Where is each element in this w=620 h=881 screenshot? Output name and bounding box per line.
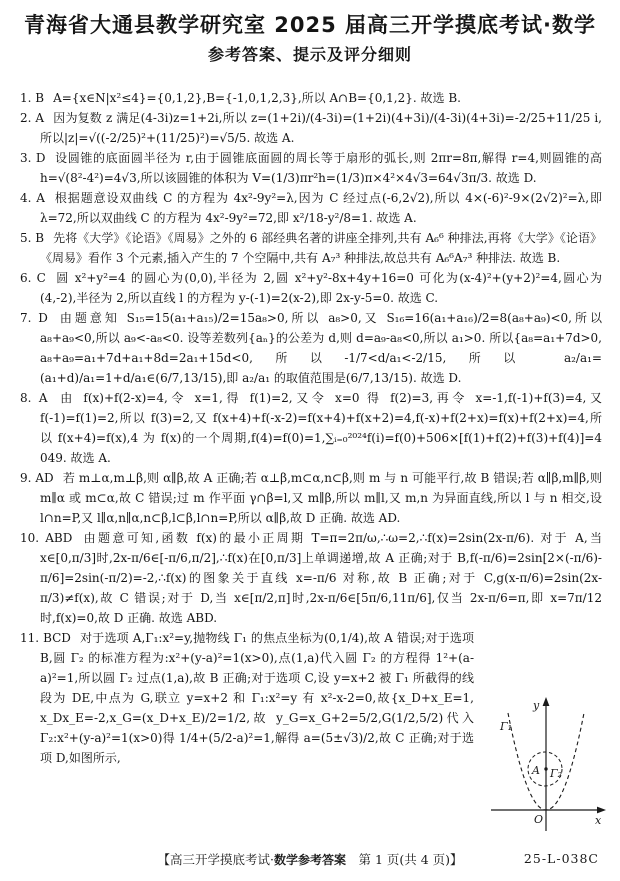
answer-text: 若 m⊥α,m⊥β,则 α∥β,故 A 正确;若 α⊥β,m⊂α,n⊂β,则 m 与 n 可能平行,故 B 错误;若 α∥β,m∥β,则 m∥α 或 m⊂α,故 C 错误;过 m 作平面 γ∩β=l,又 m∥β,所以 m∥l,又 m,n 为异面直线,所以 l 与 n 相交,设 l∩n=P,又 l∥α,n∥α,n⊂β,l⊂β,l∩n=P,所以 α∥β,故 D 正确. 故选 AD. — [40, 471, 602, 525]
answer-label: 4. A — [20, 191, 45, 205]
answer-item — [20, 628, 474, 768]
answer-item — [20, 528, 602, 628]
answer-label: 11. BCD — [20, 631, 71, 645]
answer-label: 5. B — [20, 231, 45, 245]
answer-label: 2. A — [20, 111, 45, 125]
answer-item — [20, 188, 602, 228]
answer-item — [20, 388, 602, 468]
page-title: 青海省大通县教学研究室 2025 届高三开学摸底考试·数学 — [23, 13, 597, 37]
footer-text-bold: 数学参考答案 — [273, 853, 346, 867]
parabola-label: Γ₁ — [500, 720, 513, 733]
answer-item — [20, 88, 602, 108]
answer-label: 6. C — [20, 271, 46, 285]
answer-label: 7. D — [20, 311, 48, 325]
question11-figure — [489, 697, 607, 837]
y-axis-label: y — [533, 699, 540, 712]
answer-text: 由 f(x)+f(2-x)=4,令 x=1,得 f(1)=2,又令 x=0 得 f(2)=3,再令 x=-1,f(-1)+f(3)=4,又 f(-1)=f(1)=2,所以 f(3)=2,又 f(x+4)+f(-x-2)=f(x+4)+f(x+2)=4,f(-x)+f(2+x)=f(x)+f(2+x)=4,所以 f(x+4)=f(x),4 为 f(x)的一个周期,f(4)=f(0)=1,∑ᵢ₌₀²⁰²⁴f(i)=f(0)+506×[f(1)+f(2)+f(3)+f(4)]=4 049. 故选 A. — [40, 391, 602, 465]
answer-label: 10. ABD — [20, 531, 73, 545]
answer-item — [20, 468, 602, 528]
answer-text: 先将《大学》《论语》《周易》之外的 6 部经典名著的讲座全排列,共有 A₆⁶ 种排法,再将《大学》《论语》《周易》看作 3 个元素,插入产生的 7 个空隔中,共有 A₇³ 种排法,故总共有 A₆⁶A₇³ 种排法. 故选 B. — [40, 231, 602, 265]
footer-code: 25-L-038C — [523, 851, 599, 866]
answer-text: 因为复数 z 满足(4-3i)z=1+2i,所以 z=(1+2i)/(4-3i)=(1+2i)(4+3i)/(4-3i)(4+3i)=-2/25+11/25 i,所以|z|=√((-2/25)²+(11/25)²)=√5/5. 故选 A. — [40, 111, 602, 145]
circle-center-label: A — [532, 764, 540, 777]
y-axis-arrow-icon — [543, 697, 550, 706]
x-axis-arrow-icon — [597, 807, 606, 814]
footer-text-post: 第 1 页(共 4 页)】 — [345, 852, 463, 867]
origin-label: O — [534, 813, 544, 826]
answer-text: 设圆锥的底面圆半径为 r,由于圆锥底面圆的周长等于扇形的弧长,则 2πr=8π,解得 r=4,则圆锥的高 h=√(8²-4²)=4√3,所以该圆锥的体积为 V=(1/3)πr²h=(1/3)π×4²×4√3=64√3π/3. 故选 D. — [40, 151, 602, 185]
circle-center-dot — [544, 767, 547, 770]
page-header — [0, 0, 620, 64]
answer-text: 由题意可知,函数 f(x)的最小正周期 T=π=2π/ω,∴ω=2,∴f(x)=2sin(2x-π/6). 对于 A,当 x∈[0,π/3]时,2x-π/6∈[-π/6,π/2],∴f(x)在[0,π/3]上单调递增,故 A 正确;对于 B,f(-π/6)=2sin[2×(-π/6)-π/6]=2sin(-π/2)=-2,∴f(x)的图象关于直线 x=-π/6 对称,故 B 正确;对于 C,g(x-π/6)=2sin(2x-π/3)≠f(x),故 C 错误;对于 D,当 x∈[π/2,π]时,2x-π/6∈[5π/6,11π/6],仅当 2x-π/6=π,即 x=7π/12 时,f(x)=0,故 D 正确. 故选 ABD. — [40, 531, 602, 625]
page-footer — [0, 850, 620, 868]
answer-item — [20, 228, 602, 268]
x-axis-label: x — [595, 814, 602, 827]
answer-item — [20, 108, 602, 148]
answer-item — [20, 268, 602, 308]
footer-text-pre: 【高三开学摸底考试· — [157, 852, 274, 867]
answer-label: 1. B — [20, 91, 45, 105]
answer-label: 9. AD — [20, 471, 54, 485]
answer-text: 对于选项 A,Γ₁:x²=y,抛物线 Γ₁ 的焦点坐标为(0,1/4),故 A 错误;对于选项 B,圆 Γ₂ 的标准方程为:x²+(y-a)²=1(x>0),点(1,a)代入圆 Γ₂ 的方程得 1²+(a-a)²=1,所以圆 Γ₂ 过点(1,a),故 B 正确;对于选项 C,设 y=x+2 被 Γ₁ 所截得的线段为 DE,中点为 G,联立 y=x+2 和 Γ₁:x²=y 有 x²-x-2=0,故{x_D+x_E=1, x_Dx_E=-2,x_G=(x_D+x_E)/2=1/2,故 y_G=x_G+2=5/2,G(1/2,5/2)代入 Γ₂:x²+(y-a)²=1(x>0)得 1/4+(5/2-a)²=1,解得 a=(5±√3)/2,故 C 正确;对于选项 D,如图所示, — [40, 631, 474, 765]
answer-text: 由题意知 S₁₅=15(a₁+a₁₅)/2=15a₈>0,所以 a₈>0,又 S₁₆=16(a₁+a₁₆)/2=8(a₈+a₉)<0,所以 a₈+a₉<0,所以 a₉<-a₈<0. 设等差数列{aₙ}的公差为 d,则 d=a₉-a₈<0,所以 a₁>0. 所以{a₈=a₁+7d>0, a₈+a₉=a₁+7d+a₁+8d=2a₁+15d<0,所以-1/7<d/a₁<-2/15,所以 a₂/a₁=(a₁+d)/a₁=1+d/a₁∈(6/7,13/15),即 a₂/a₁ 的取值范围是(6/7,13/15). 故选 D. — [40, 311, 602, 385]
page-subtitle: 参考答案、提示及评分细则 — [207, 45, 412, 65]
circle-label: Γ₂ — [550, 767, 563, 780]
answer-text: A={x∈N|x²≤4}={0,1,2},B={-1,0,1,2,3},所以 A∩B={0,1,2}. 故选 B. — [53, 91, 461, 105]
answer-text: 圆 x²+y²=4 的圆心为(0,0),半径为 2,圆 x²+y²-8x+4y+16=0 可化为(x-4)²+(y+2)²=4,圆心为(4,-2),半径为 2,所以直线 l 的方程为 y-(-1)=2(x-2),即 2x-y-5=0. 故选 C. — [40, 271, 602, 305]
answer-item — [20, 308, 602, 388]
answer-label: 3. D — [20, 151, 46, 165]
parabola-circle-diagram — [489, 697, 607, 837]
answer-label: 8. A — [20, 391, 48, 405]
answer-item — [20, 148, 602, 188]
answer-text: 根据题意设双曲线 C 的方程为 4x²-9y²=λ,因为 C 经过点(-6,2√2),所以 4×(-6)²-9×(2√2)²=λ,即 λ=72,所以双曲线 C 的方程为 4x²-9y²=72,即 x²/18-y²/8=1. 故选 A. — [40, 191, 602, 225]
